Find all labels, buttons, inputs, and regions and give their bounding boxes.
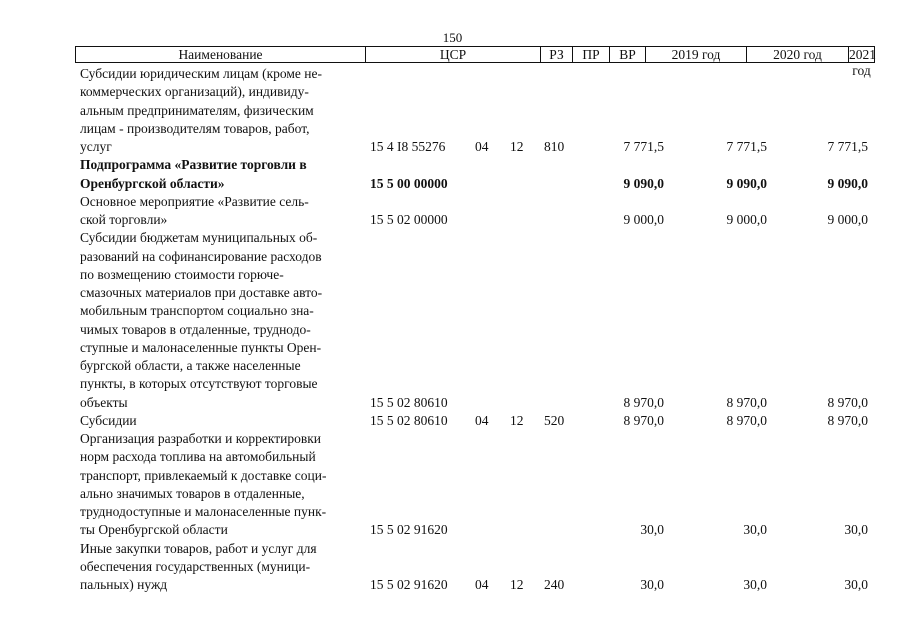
table-row [80,65,880,156]
table-row [80,412,880,430]
table-body [80,65,880,594]
table-row [80,430,880,540]
table-row [80,229,880,412]
row-name: Основное мероприятие «Развитие сель- ской торговли» [80,193,309,227]
row-values [80,394,880,412]
table-row [80,540,880,595]
row-rz: 04 [475,577,489,592]
header-csr: ЦСР [366,47,541,62]
row-value-2021: 30,0 [844,522,868,538]
row-values [80,522,880,540]
row-name: Субсидии бюджетам муниципальных об- разований на софинансирование расходов по возмещению стоимости горюче- смазочных материалов при доставке авто- мобильным транспортом социально зна- чимых товаров в отдаленные, труднодо- ступные и малонаселенные пункты Орен- бургской области, а также населенные пункты, в которых отсутствуют торговые объекты [80,230,323,410]
row-csr: 15 5 02 80610 [370,394,448,410]
header-year-2020: 2020 год [747,47,849,62]
row-name: Субсидии юридическим лицам (кроме не- коммерческих организаций), индивиду- альным предпринимателям, физическим лицам - производителям товаров, работ, услуг [80,66,322,154]
row-value-2019: 7 771,5 [623,139,664,154]
header-year-2021: 2021 год [849,47,876,78]
table-row [80,156,880,193]
row-value-2020: 30,0 [743,522,767,538]
row-value-2020: 8 970,0 [726,412,767,428]
row-csr: 15 5 00 00000 [370,175,448,191]
page-number: 150 [442,30,463,45]
row-name: Иные закупки товаров, работ и услуг для обеспечения государственных (муници- пальных) нужд [80,540,317,592]
row-values [80,412,880,430]
row-value-2019: 30,0 [640,577,664,592]
row-value-2019: 8 970,0 [623,394,664,410]
table-header [75,46,876,78]
row-value-2020: 8 970,0 [726,394,767,410]
row-value-2019: 9 090,0 [623,175,664,191]
row-value-2019: 8 970,0 [623,412,664,428]
header-vr: ВР [610,47,646,62]
row-values [80,138,880,156]
row-value-2021: 8 970,0 [827,412,868,428]
row-name: Субсидии [80,412,137,428]
header-year-2019: 2019 год [646,47,747,62]
row-rz: 04 [475,139,489,154]
row-pr: 12 [510,139,524,154]
row-value-2021: 8 970,0 [827,394,868,410]
row-vr: 810 [544,139,565,154]
row-name: Организация разработки и корректировки норм расхода топлива на автомобильный транспорт, привлекаемый к доставке соци- ально значимых товаров в отдаленные, труднодоступные и малонаселенные пунк- ты Оренбургской области [80,431,327,538]
row-value-2020: 9 000,0 [726,212,767,227]
row-csr: 15 5 02 80610 [370,412,448,428]
row-name: Подпрограмма «Развитие торговли в Оренбургской области» [80,157,307,191]
row-value-2021: 30,0 [844,577,868,592]
row-value-2019: 9 000,0 [623,212,664,227]
row-pr: 12 [510,412,524,428]
row-value-2019: 30,0 [640,522,664,538]
header-rz: РЗ [541,47,573,62]
row-csr: 15 5 02 91620 [370,522,448,538]
row-value-2020: 9 090,0 [726,175,767,191]
row-pr: 12 [510,577,524,592]
header-pr: ПР [573,47,610,62]
row-csr: 15 5 02 91620 [370,577,448,592]
row-vr: 520 [544,412,565,428]
row-values [80,211,880,229]
row-value-2021: 9 090,0 [827,175,868,191]
row-value-2021: 7 771,5 [827,139,868,154]
row-csr: 15 5 02 00000 [370,212,448,227]
row-vr: 240 [544,577,565,592]
header-name: Наименование [76,47,366,62]
row-values [80,175,880,193]
row-value-2020: 30,0 [743,577,767,592]
row-value-2020: 7 771,5 [726,139,767,154]
table-row [80,193,880,230]
row-values [80,576,880,594]
row-value-2021: 9 000,0 [827,212,868,227]
row-csr: 15 4 I8 55276 [370,139,446,154]
row-rz: 04 [475,412,489,428]
